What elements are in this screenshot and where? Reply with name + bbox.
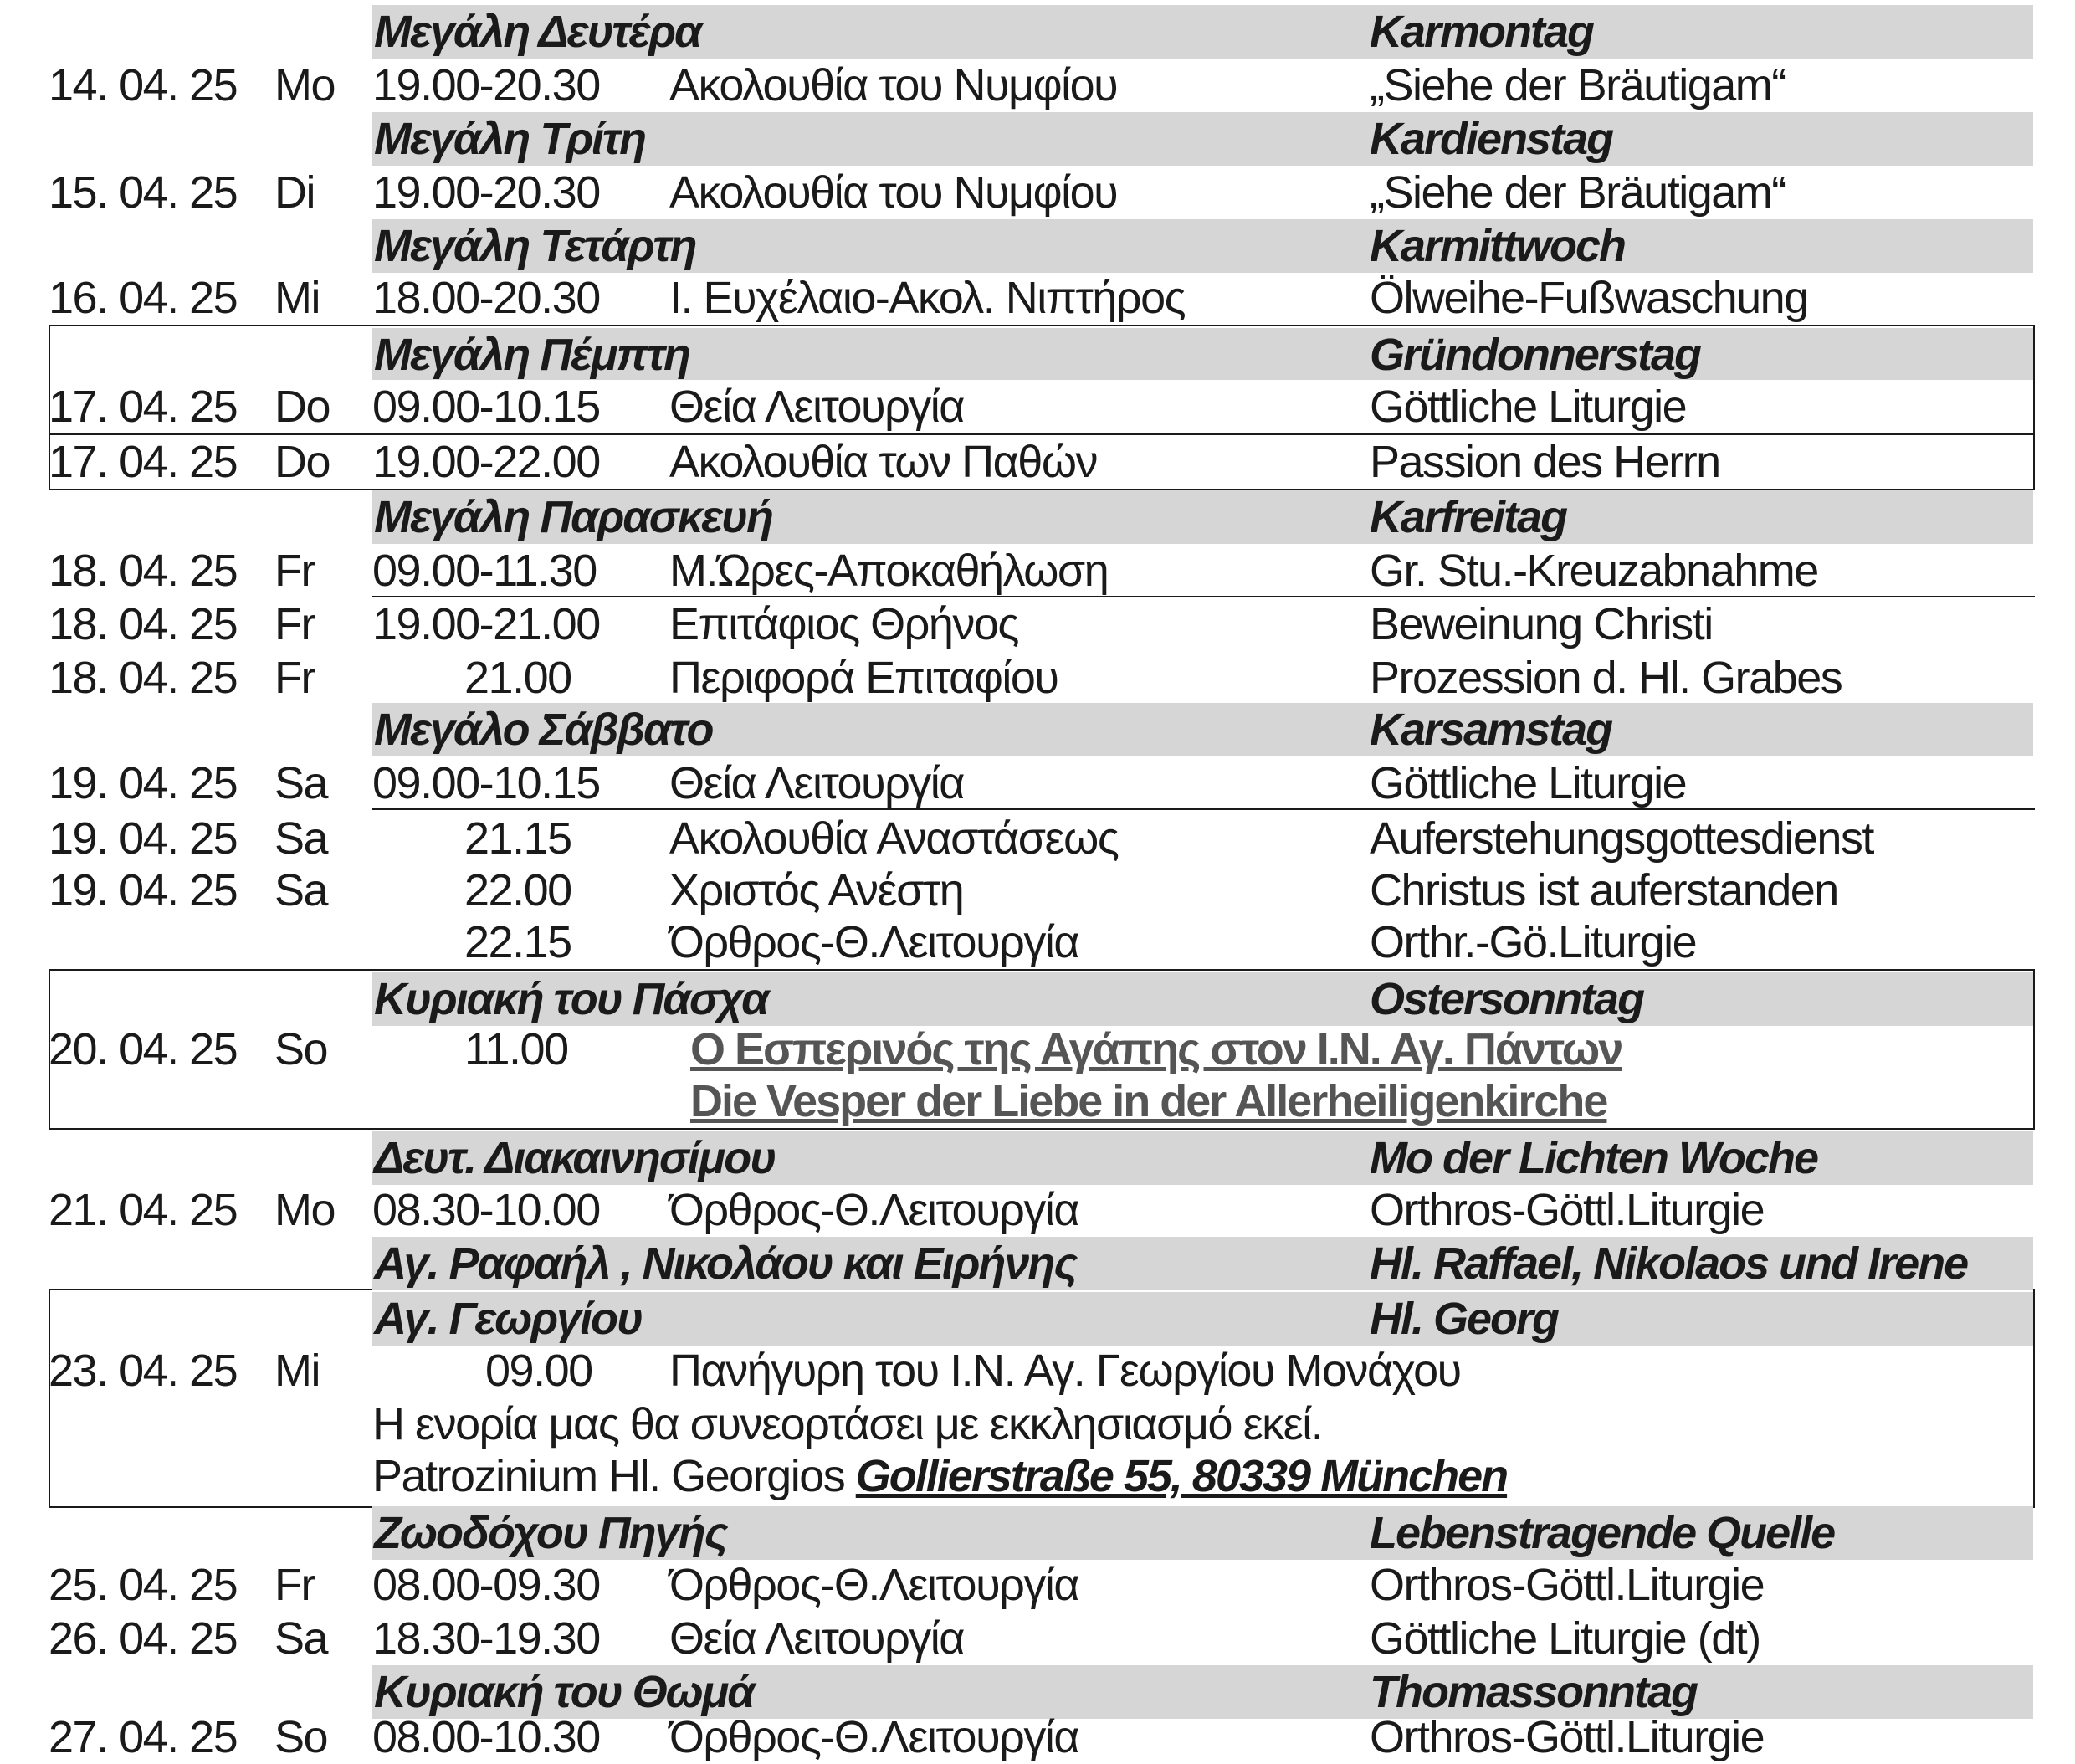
event-row [0,1344,2075,1397]
event-weekday: Mo [274,1185,336,1235]
event-weekday: Do [274,437,330,487]
event-greek: Όρθρος-Θ.Λειτουργία [669,1712,1079,1762]
event-greek: Χριστός Ανέστη [669,865,964,915]
event-greek: Μ.Ώρες-Αποκαθήλωση [669,546,1109,596]
day-header [372,219,2033,273]
event-date: 19. 04. 25 [49,813,238,864]
header-greek: Αγ. Γεωργίου [374,1294,642,1344]
event-weekday: Di [274,167,315,218]
event-time: 21.15 [464,813,571,864]
header-german: Kardienstag [1370,114,1613,164]
event-date: 23. 04. 25 [49,1346,238,1396]
event-time: 22.00 [464,865,571,915]
event-greek: Ακολουθία Αναστάσεως [669,813,1119,864]
event-row [0,59,2075,112]
event-row [0,597,2075,651]
event-row [0,651,2075,705]
event-weekday: Mi [274,1346,320,1396]
header-greek: Μεγάλη Παρασκευή [374,492,772,542]
event-time: 08.00-09.30 [372,1560,600,1610]
event-greek: Θεία Λειτουργία [669,1613,965,1664]
event-time: 19.00-20.30 [372,167,600,218]
event-german: Ölweihe-Fußwaschung [1370,273,1808,323]
header-greek: Μεγάλη Τετάρτη [374,221,696,271]
event-weekday: Fr [274,546,315,596]
event-date: 26. 04. 25 [49,1613,238,1664]
event-weekday: So [274,1024,328,1074]
event-row [0,1710,2075,1764]
event-german: Gr. Stu.-Kreuzabnahme [1370,546,1818,596]
day-header [372,112,2033,166]
event-greek: Ακολουθία του Νυμφίου [669,60,1118,110]
patrozinium-note [372,1449,1507,1503]
header-greek: Κυριακή του Θωμά [374,1667,754,1717]
event-german: Christus ist auferstanden [1370,865,1838,915]
header-greek: Μεγάλη Τρίτη [374,114,646,164]
event-time: 19.00-20.30 [372,60,600,110]
day-header [372,703,2033,756]
event-time: 09.00-10.15 [372,758,600,808]
header-german: Karsamstag [1370,705,1612,755]
event-row [0,812,2075,865]
event-weekday: Sa [274,813,328,864]
header-german: Thomassonntag [1370,1667,1698,1717]
event-date: 17. 04. 25 [49,437,238,487]
event-row [0,1074,2075,1128]
header-greek: Ζωοδόχου Πηγής [374,1508,727,1558]
event-greek: Ι. Ευχέλαιο-Ακολ. Νιπτήρος [669,273,1186,323]
event-greek: Θεία Λειτουργία [669,382,965,432]
event-greek: Ακολουθία του Νυμφίου [669,167,1118,218]
event-greek: Όρθρος-Θ.Λειτουργία [669,1560,1079,1610]
event-greek: Περιφορά Επιταφίου [669,653,1058,703]
header-german: Gründonnerstag [1370,330,1701,380]
event-time: 09.00 [485,1346,592,1396]
event-date: 18. 04. 25 [49,653,238,703]
event-german: Göttliche Liturgie [1370,382,1687,432]
event-german: Auferstehungsgottesdienst [1370,813,1873,864]
event-row [0,544,2075,597]
header-greek: Δευτ. Διακαινησίμου [374,1133,776,1183]
event-greek: Πανήγυρη του Ι.Ν. Αγ. Γεωργίου Μονάχου [669,1346,1461,1396]
event-weekday: Mi [274,273,320,323]
patrozinium-label: Patrozinium Hl. Georgios [372,1451,856,1501]
event-time: 19.00-22.00 [372,437,600,487]
header-german: Hl. Raffael, Nikolaos und Irene [1370,1238,1968,1289]
note-row [0,1397,2075,1451]
header-german: Lebenstragende Quelle [1370,1508,1835,1558]
event-german: Göttliche Liturgie (dt) [1370,1613,1760,1664]
event-german: Orthros-Göttl.Liturgie [1370,1185,1765,1235]
event-german: Orthr.-Gö.Liturgie [1370,917,1697,967]
event-row [0,1023,2075,1076]
event-date: 27. 04. 25 [49,1712,238,1762]
parish-note: Η ενορία μας θα συνεορτάσει με εκκλησιασμό εκεί. [372,1399,1323,1449]
event-row [0,380,2075,433]
event-time: 19.00-21.00 [372,599,600,649]
header-greek: Κυριακή του Πάσχα [374,974,768,1024]
event-date: 19. 04. 25 [49,865,238,915]
event-german: Prozession d. Hl. Grabes [1370,653,1842,703]
day-header [372,1237,2033,1290]
event-date: 16. 04. 25 [49,273,238,323]
event-german: „Siehe der Bräutigam“ [1370,60,1786,110]
vesper-link-german[interactable]: Die Vesper der Liebe in der Allerheiligenkirche [690,1076,1607,1126]
event-weekday: Sa [274,1613,328,1664]
event-weekday: Fr [274,599,315,649]
event-time: 08.30-10.00 [372,1185,600,1235]
header-german: Karmontag [1370,7,1594,57]
event-time: 22.15 [464,917,571,967]
event-date: 15. 04. 25 [49,167,238,218]
event-time: 18.00-20.30 [372,273,600,323]
event-weekday: Fr [274,1560,315,1610]
header-german: Karmittwoch [1370,221,1626,271]
event-row [0,915,2075,969]
header-greek: Μεγάλη Πέμπτη [374,330,690,380]
event-date: 21. 04. 25 [49,1185,238,1235]
event-weekday: Sa [274,758,328,808]
event-weekday: Mo [274,60,336,110]
event-greek: Ακολουθία των Παθών [669,437,1097,487]
event-date: 18. 04. 25 [49,546,238,596]
event-date: 20. 04. 25 [49,1024,238,1074]
header-german: Ostersonntag [1370,974,1644,1024]
event-weekday: Sa [274,865,328,915]
header-greek: Μεγάλο Σάββατο [374,705,713,755]
day-header [372,1131,2033,1185]
event-german: Beweinung Christi [1370,599,1713,649]
event-row [0,271,2075,325]
event-row [0,166,2075,219]
event-row [0,1183,2075,1237]
event-row [0,435,2075,489]
event-german: Orthros-Göttl.Liturgie [1370,1712,1765,1762]
event-row [0,756,2075,810]
event-greek: Επιτάφιος Θρήνος [669,599,1018,649]
event-time: 08.00-10.30 [372,1712,600,1762]
event-greek: Όρθρος-Θ.Λειτουργία [669,917,1079,967]
event-german: Passion des Herrn [1370,437,1720,487]
header-greek: Μεγάλη Δευτέρα [374,7,701,57]
event-greek: Θεία Λειτουργία [669,758,965,808]
event-german: Göttliche Liturgie [1370,758,1687,808]
note-row [0,1449,2075,1503]
address-link[interactable]: Gollierstraße 55, 80339 München [855,1451,1508,1501]
event-time: 09.00-10.15 [372,382,600,432]
day-header [372,1292,2033,1346]
event-weekday: Fr [274,653,315,703]
day-header [372,5,2033,59]
event-date: 19. 04. 25 [49,758,238,808]
event-german: Orthros-Göttl.Liturgie [1370,1560,1765,1610]
event-row [0,1612,2075,1665]
event-time: 21.00 [464,653,571,703]
day-header [372,1506,2033,1560]
event-time: 09.00-11.30 [372,546,597,596]
day-header [372,972,2033,1026]
event-date: 17. 04. 25 [49,382,238,432]
event-row [0,864,2075,917]
event-date: 25. 04. 25 [49,1560,238,1610]
day-header [372,490,2033,544]
header-greek: Αγ. Ραφαήλ , Νικολάου και Ειρήνης [374,1238,1077,1289]
event-time: 11.00 [464,1024,568,1074]
vesper-link-greek[interactable]: Ο Εσπερινός της Αγάπης στον Ι.Ν. Αγ. Πάντων [690,1024,1622,1074]
header-german: Hl. Georg [1370,1294,1559,1344]
event-weekday: So [274,1712,328,1762]
event-greek: Όρθρος-Θ.Λειτουργία [669,1185,1079,1235]
event-row [0,1558,2075,1612]
event-weekday: Do [274,382,330,432]
event-german: „Siehe der Bräutigam“ [1370,167,1786,218]
event-date: 14. 04. 25 [49,60,238,110]
event-date: 18. 04. 25 [49,599,238,649]
header-german: Mo der Lichten Woche [1370,1133,1818,1183]
header-german: Karfreitag [1370,492,1567,542]
day-header [372,328,2033,380]
event-time: 18.30-19.30 [372,1613,600,1664]
